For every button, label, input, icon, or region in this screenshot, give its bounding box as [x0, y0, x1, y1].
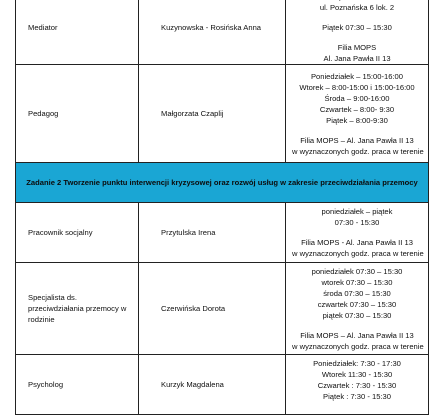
- hours-line: Filia MOPS – Al. Jana Pawła II 13: [300, 135, 414, 145]
- hours-line: w wyznaczonych godz. praca w terenie: [292, 146, 424, 156]
- section-banner: Zadanie 2 Tworzenie punktu interwencji kryzysowej oraz rozwój usług w zakresie przeciwdziałania przemocy: [16, 163, 429, 203]
- hours-line: Piątek 07:30 – 15:30: [322, 23, 392, 32]
- role-cell: Psycholog: [16, 355, 139, 415]
- role-cell: Specjalista ds. przeciwdziałania przemocy w rodzinie: [16, 263, 139, 355]
- person-cell: Kurzyk Magdalena: [139, 355, 286, 415]
- line-gap: [292, 321, 422, 330]
- hours-cell: [286, 355, 429, 415]
- person-cell: Kuzynowska - Rosińska Anna: [139, 0, 286, 65]
- hours-line: Piątek : 7:30 - 15:30: [323, 392, 391, 401]
- section-banner-row: [16, 163, 429, 203]
- person-cell: Przytulska Irena: [139, 203, 286, 263]
- hours-line: ul. Poznańska 6 lok. 2: [319, 3, 395, 12]
- hours-line: Wtorek 11:30 - 15:30: [321, 370, 393, 379]
- hours-cell: [286, 0, 429, 65]
- hours-line: Piątek – 8:00-9:30: [326, 115, 388, 125]
- person-cell: Małgorzata Czaplij: [139, 65, 286, 163]
- hours-line: Filia MOPS - Al. Jana Pawła II 13: [301, 238, 413, 247]
- table-row: [16, 203, 429, 263]
- role-cell: Mediator: [16, 0, 139, 65]
- role-cell: Pracownik socjalny: [16, 203, 139, 263]
- hours-line: poniedziałek – piątek: [321, 207, 393, 216]
- hours-line: 07:30 - 15:30: [334, 218, 380, 227]
- table-row: [16, 0, 429, 65]
- line-gap: [292, 228, 422, 237]
- hours-line: Środa – 9:00-16:00: [324, 93, 390, 103]
- hours-line: w wyznaczonych godz. praca w terenie: [292, 341, 424, 351]
- hours-line: Poniedziałek: 7:30 - 17:30: [313, 359, 401, 368]
- hours-line: Al. Jana Pawła II 13: [323, 54, 391, 63]
- line-gap: [292, 402, 422, 411]
- table-row: [16, 65, 429, 163]
- hours-line: piątek 07:30 – 15:30: [322, 310, 392, 320]
- hours-cell: [286, 263, 429, 355]
- hours-line: środa 07:30 – 15:30: [323, 288, 391, 298]
- person-cell: Czerwińska Dorota: [139, 263, 286, 355]
- hours-line: Filia MOPS – Al. Jana Pawła II 13: [300, 330, 414, 340]
- role-cell: Pedagog: [16, 65, 139, 163]
- hours-cell: [286, 65, 429, 163]
- table-row: [16, 355, 429, 415]
- hours-line: wtorek 07:30 – 15:30: [321, 277, 393, 287]
- hours-line: Wtorek – 8:00-15:00 i 15:00-16:00: [299, 82, 415, 92]
- hours-line: czwartek 07:30 – 15:30: [317, 299, 397, 309]
- line-gap: [292, 13, 422, 22]
- hours-line: Czwartek : 7:30 - 15:30: [317, 381, 397, 390]
- line-gap: [292, 33, 422, 42]
- hours-line: Poniedziałek – 15:00-16:00: [310, 71, 404, 81]
- hours-line: w wyznaczonych godz. praca w terenie: [292, 249, 424, 258]
- hours-line: poniedziałek 07:30 – 15:30: [311, 266, 403, 276]
- table-row: [16, 263, 429, 355]
- staff-schedule-table: [15, 0, 429, 415]
- hours-line: Czwartek – 8:00- 9:30: [319, 104, 395, 114]
- hours-line: Filia MOPS: [337, 43, 377, 52]
- hours-cell: [286, 203, 429, 263]
- line-gap: [292, 126, 422, 135]
